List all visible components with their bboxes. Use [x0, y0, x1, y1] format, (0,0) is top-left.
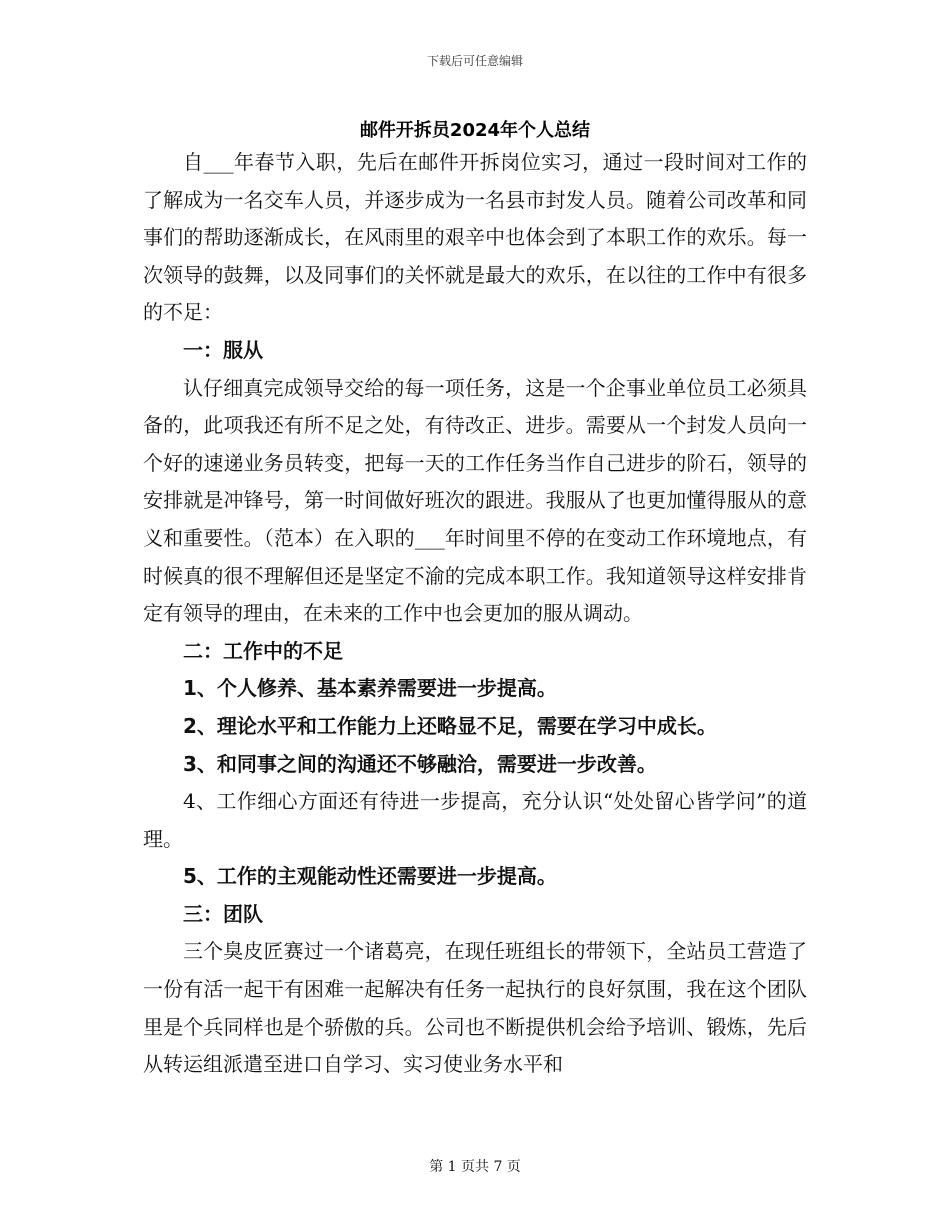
list-item-2: 2、理论水平和工作能力上还略显不足，需要在学习中成长。 — [183, 713, 717, 738]
list-item-1: 1、个人修养、基本素养需要进一步提高。 — [183, 676, 557, 701]
page-footer: 第 1 页共 7 页 — [429, 1159, 521, 1175]
paragraph-obey: 认仔细真完成领导交给的每一项任务，这是一个企事业单位员工必须具备的，此项我还有所不足之处，有待改正、进步。需要从一个封发人员向一个好的速递业务员转变，把每一天的工作任务当作自己进步的阶石，领导的安排就是冲锋号，第一时间做好班次的跟进。我服从了也更加懂得服从的意义和重要性。（范本）在入职的___年时间里不停的在变动工作环境地点，有时候真的很不理解但还是坚定不渝的完成本职工作。我知道领导这样安排肯定有领导的理由，在未来的工作中也会更加的服从调动。 — [143, 375, 807, 626]
list-item-5: 5、工作的主观能动性还需要进一步提高。 — [183, 864, 557, 889]
paragraph-team: 三个臭皮匠赛过一个诸葛亮，在现任班组长的带领下，全站员工营造了一份有活一起干有困难一起解决有任务一起执行的良好氛围，我在这个团队里是个兵同样也是个骄傲的兵。公司也不断提供机会给予培训、锻炼，先后从转运组派遣至进口自学习、实习使业务水平和 — [143, 939, 807, 1077]
document-title: 邮件开拆员2024年个人总结 — [359, 120, 591, 141]
list-item-3: 3、和同事之间的沟通还不够融洽，需要进一步改善。 — [183, 751, 657, 776]
document-body — [143, 144, 807, 1084]
paragraph-intro: 自___年春节入职，先后在邮件开拆岗位实习，通过一段时间对工作的了解成为一名交车人员，并逐步成为一名县市封发人员。随着公司改革和同事们的帮助逐渐成长，在风雨里的艰辛中也体会到了本职工作的欢乐。每一次领导的鼓舞，以及同事们的关怀就是最大的欢乐，在以往的工作中有很多的不足： — [143, 150, 807, 325]
list-item-4: 4、工作细心方面还有待进一步提高，充分认识“处处留心皆学问”的道理。 — [143, 789, 807, 851]
section-heading-shortcomings: 二：工作中的不足 — [183, 638, 343, 663]
header-note: 下载后可任意编辑 — [426, 54, 523, 68]
section-heading-team: 三：团队 — [183, 901, 263, 926]
section-heading-obey: 一：服从 — [183, 337, 263, 362]
